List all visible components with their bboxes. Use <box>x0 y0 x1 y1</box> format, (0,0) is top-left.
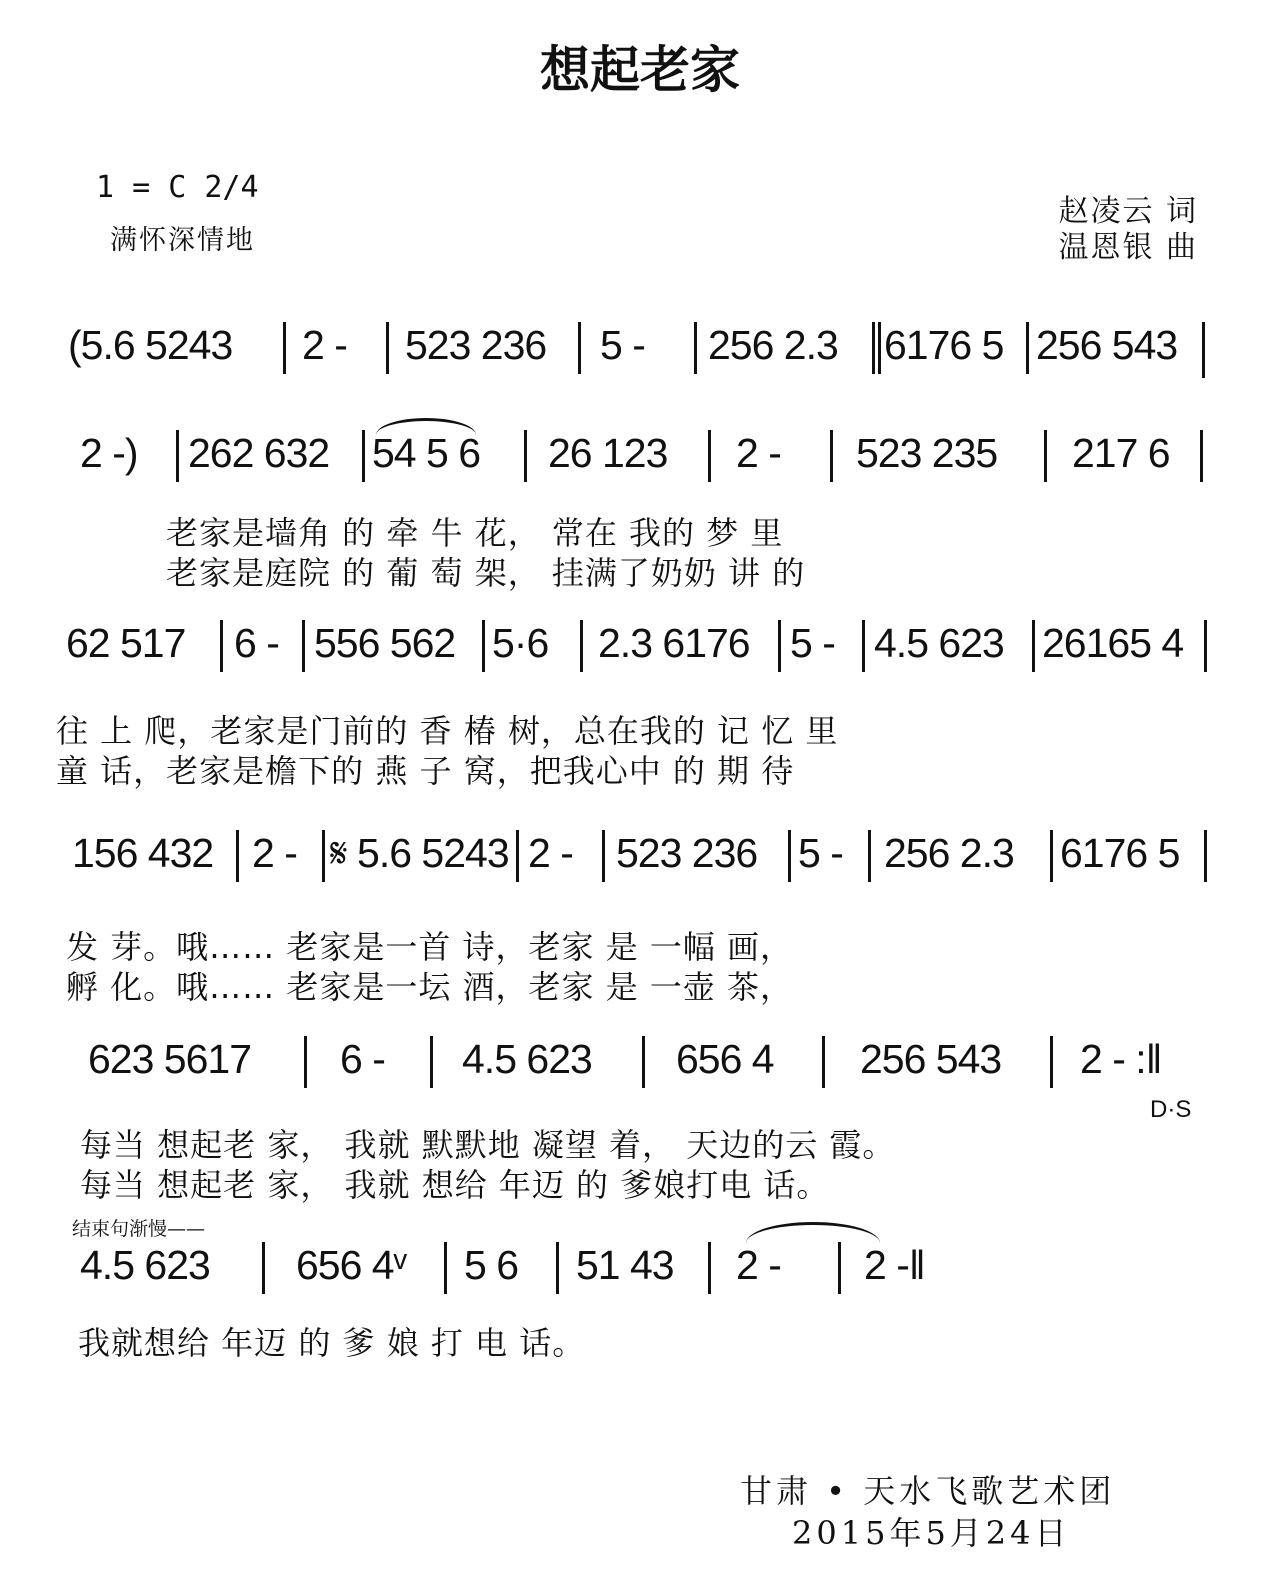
measure: 656 4 <box>676 1036 774 1082</box>
measure: 256 543 <box>1036 322 1178 368</box>
barline <box>176 430 179 482</box>
barline <box>580 620 583 672</box>
measure: 5 - <box>790 620 835 666</box>
measure: 6 - <box>234 620 279 666</box>
measure: 2 -‖ <box>864 1242 925 1288</box>
barline <box>872 322 875 374</box>
measure: 656 4ᵛ <box>296 1242 406 1288</box>
barline <box>1204 830 1207 882</box>
barline <box>1202 322 1205 378</box>
barline <box>220 620 223 672</box>
barline <box>708 1242 711 1294</box>
measure: 5 - <box>798 830 843 876</box>
measure: 54 5 6 <box>372 430 480 476</box>
measure: 256 2.3 <box>884 830 1014 876</box>
measure: 2 -) <box>80 430 138 476</box>
measure: 51 43 <box>576 1242 674 1288</box>
measure: (5.6 5243 <box>68 322 233 368</box>
barline <box>642 1036 645 1088</box>
barline <box>1044 430 1047 482</box>
measure: 256 2.3 <box>708 322 838 368</box>
measure: 6176 5 <box>1060 830 1180 876</box>
measure: 523 236 <box>616 830 758 876</box>
barline <box>304 1036 307 1088</box>
measure: 6176 5 <box>884 322 1004 368</box>
key-signature: 1 = C 2/4 <box>96 170 259 205</box>
lyric-verse-1: 发 芽。哦…… 老家是一首 诗，老家 是 一幅 画， <box>66 928 794 966</box>
barline <box>322 830 325 882</box>
page-title: 想起老家 <box>540 40 740 99</box>
lyric-verse-2: 每当 想起老 家， 我就 想给 年迈 的 爹娘打电 话。 <box>80 1166 830 1204</box>
barline <box>838 1242 841 1294</box>
measure: 2.3 6176 <box>598 620 750 666</box>
measure: 523 236 <box>405 322 547 368</box>
measure: 156 432 <box>72 830 214 876</box>
measure: 556 562 <box>314 620 456 666</box>
barline <box>262 1242 265 1294</box>
tempo-marking: 满怀深情地 <box>110 225 255 256</box>
barline <box>778 620 781 672</box>
measure: 26 123 <box>548 430 668 476</box>
barline <box>236 830 239 882</box>
barline <box>1032 620 1035 672</box>
barline <box>556 1242 559 1294</box>
measure: 4.5 623 <box>874 620 1004 666</box>
lyric-verse-2: 老家是庭院 的 葡 萄 架， 挂满了奶奶 讲 的 <box>166 554 806 592</box>
ending-note: 结束句渐慢—— <box>72 1218 206 1240</box>
measure: 256 543 <box>860 1036 1002 1082</box>
composer-credit: 温恩银 曲 <box>1058 230 1198 265</box>
barline <box>578 322 581 374</box>
measure: 2 - <box>528 830 573 876</box>
tie <box>746 1222 880 1243</box>
barline <box>708 430 711 482</box>
barline <box>868 830 871 882</box>
lyric-verse-1: 我就想给 年迈 的 爹 娘 打 电 话。 <box>78 1324 586 1362</box>
lyric-verse-1: 每当 想起老 家， 我就 默默地 凝望 着， 天边的云 霞。 <box>80 1126 896 1164</box>
barline <box>1026 322 1029 374</box>
barline <box>302 620 305 672</box>
barline <box>862 620 865 672</box>
barline <box>1050 1036 1053 1088</box>
barline <box>386 322 389 374</box>
measure: 217 6 <box>1072 430 1170 476</box>
barline <box>878 322 881 374</box>
measure: 2 - :‖ <box>1080 1036 1162 1082</box>
measure: 4.5 623 <box>462 1036 592 1082</box>
measure: 5 - <box>600 322 645 368</box>
measure: 523 235 <box>856 430 998 476</box>
barline <box>362 430 365 482</box>
lyricist-credit: 赵凌云 词 <box>1058 194 1198 229</box>
barline <box>516 830 519 882</box>
lyric-verse-1: 往 上 爬，老家是门前的 香 椿 树，总在我的 记 忆 里 <box>56 712 839 750</box>
lyric-verse-1: 老家是墙角 的 牵 牛 花， 常在 我的 梦 里 <box>166 514 784 552</box>
measure: 6 - <box>340 1036 385 1082</box>
footer-date: 2015年5月24日 <box>792 1514 1071 1548</box>
measure: 2 - <box>736 1242 781 1288</box>
measure: 62 517 <box>66 620 186 666</box>
barline <box>1204 620 1207 672</box>
measure: 26165 4 <box>1042 620 1184 666</box>
measure: 2 - <box>736 430 781 476</box>
measure: 2 - <box>252 830 297 876</box>
lyric-verse-2: 孵 化。哦…… 老家是一坛 酒，老家 是 一壶 茶， <box>66 968 794 1006</box>
barline <box>430 1036 433 1088</box>
measure: 4.5 623 <box>80 1242 210 1288</box>
measure: 5 6 <box>464 1242 518 1288</box>
barline <box>1200 430 1203 482</box>
lyric-verse-2: 童 话，老家是檐下的 燕 子 窝，把我心中 的 期 待 <box>56 752 795 790</box>
barline <box>822 1036 825 1088</box>
barline <box>482 620 485 672</box>
measure: 𝄋 5.6 5243 <box>330 830 509 876</box>
barline <box>283 322 286 374</box>
measure: 262 632 <box>188 430 330 476</box>
measure: 2 - <box>302 322 347 368</box>
barline <box>444 1242 447 1294</box>
barline <box>602 830 605 882</box>
barline <box>788 830 791 882</box>
barline <box>1050 830 1053 882</box>
measure: 623 5617 <box>88 1036 252 1082</box>
dal-segno-mark: D·S <box>1150 1096 1192 1123</box>
footer-organization: 甘肃 • 天水飞歌艺术团 <box>740 1472 1116 1510</box>
measure: 5·6 <box>492 620 549 666</box>
barline <box>830 430 833 482</box>
barline <box>694 322 697 374</box>
barline <box>524 430 527 482</box>
